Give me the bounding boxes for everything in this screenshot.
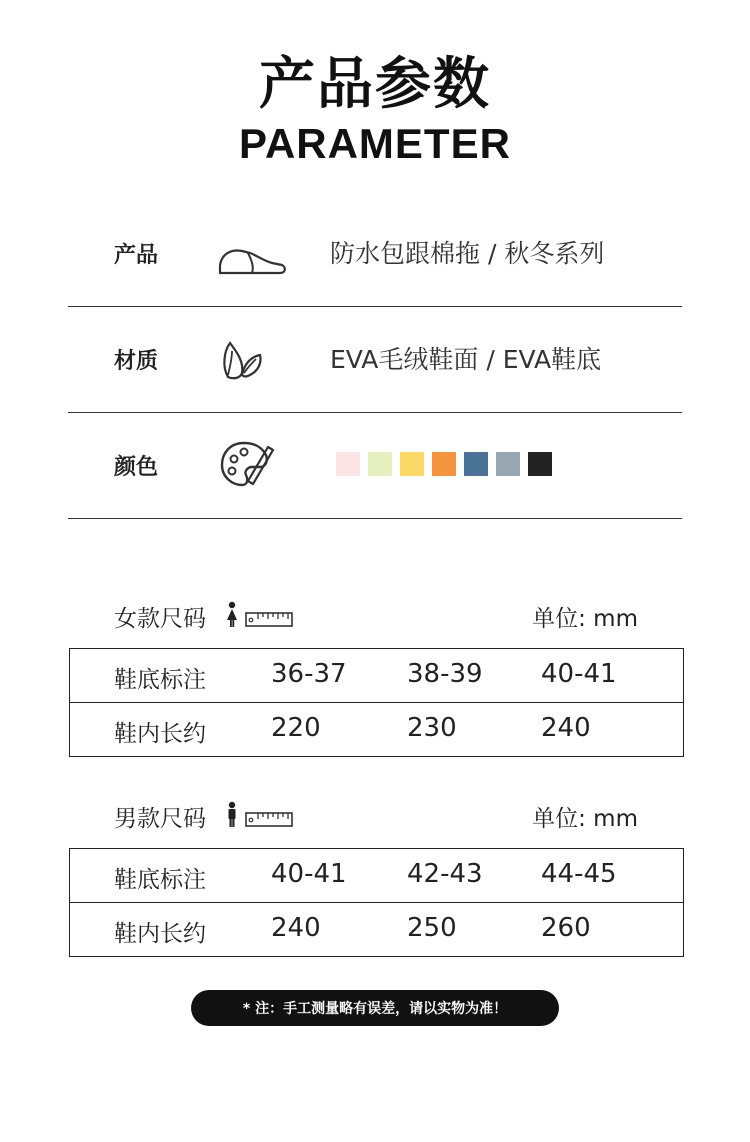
color-swatches	[336, 452, 552, 476]
table-cell: 40-41	[541, 659, 617, 689]
leaf-icon	[218, 331, 288, 383]
param-label-material: 材质	[114, 349, 159, 374]
color-swatch[interactable]	[528, 452, 552, 476]
measurement-note: * 注：手工测量略有误差，请以实物为准！	[191, 990, 559, 1026]
row-label: 鞋内长约	[114, 921, 206, 947]
param-label-color: 颜色	[114, 455, 159, 480]
color-swatch[interactable]	[496, 452, 520, 476]
row-label: 鞋底标注	[114, 867, 206, 893]
table-row	[70, 849, 683, 902]
table-cell: 40-41	[271, 859, 347, 889]
table-row	[70, 902, 683, 956]
param-value-material: EVA毛绒鞋面 / EVA鞋底	[330, 345, 602, 374]
table-cell: 240	[271, 913, 321, 943]
color-swatch[interactable]	[400, 452, 424, 476]
row-label: 鞋底标注	[114, 667, 206, 693]
women-size-table	[69, 648, 684, 757]
table-row	[70, 649, 683, 702]
slipper-icon	[218, 225, 288, 277]
table-cell: 250	[407, 913, 457, 943]
color-swatch[interactable]	[336, 452, 360, 476]
palette-icon	[218, 437, 288, 489]
param-label-product: 产品	[114, 243, 159, 268]
men-size-unit: 单位: mm	[532, 806, 638, 832]
param-row-material	[68, 306, 682, 413]
man-ruler-icon	[226, 800, 296, 830]
men-size-table	[69, 848, 684, 957]
table-cell: 42-43	[407, 859, 483, 889]
women-size-unit: 单位: mm	[532, 606, 638, 632]
page-subtitle: PARAMETER	[239, 120, 511, 167]
woman-ruler-icon	[226, 600, 296, 630]
param-row-color	[68, 412, 682, 519]
color-swatch[interactable]	[464, 452, 488, 476]
women-size-title: 女款尺码	[114, 606, 206, 632]
table-cell: 260	[541, 913, 591, 943]
page-title: 产品参数	[259, 52, 491, 117]
table-cell: 38-39	[407, 659, 483, 689]
row-label: 鞋内长约	[114, 721, 206, 747]
table-cell: 36-37	[271, 659, 347, 689]
table-cell: 220	[271, 713, 321, 743]
param-value-product: 防水包跟棉拖 / 秋冬系列	[330, 239, 605, 268]
men-size-header	[68, 796, 682, 836]
men-size-title: 男款尺码	[114, 806, 206, 832]
table-cell: 230	[407, 713, 457, 743]
women-size-header	[68, 596, 682, 636]
table-cell: 44-45	[541, 859, 617, 889]
color-swatch[interactable]	[368, 452, 392, 476]
table-row	[70, 702, 683, 756]
param-row-product	[68, 200, 682, 307]
table-cell: 240	[541, 713, 591, 743]
color-swatch[interactable]	[432, 452, 456, 476]
